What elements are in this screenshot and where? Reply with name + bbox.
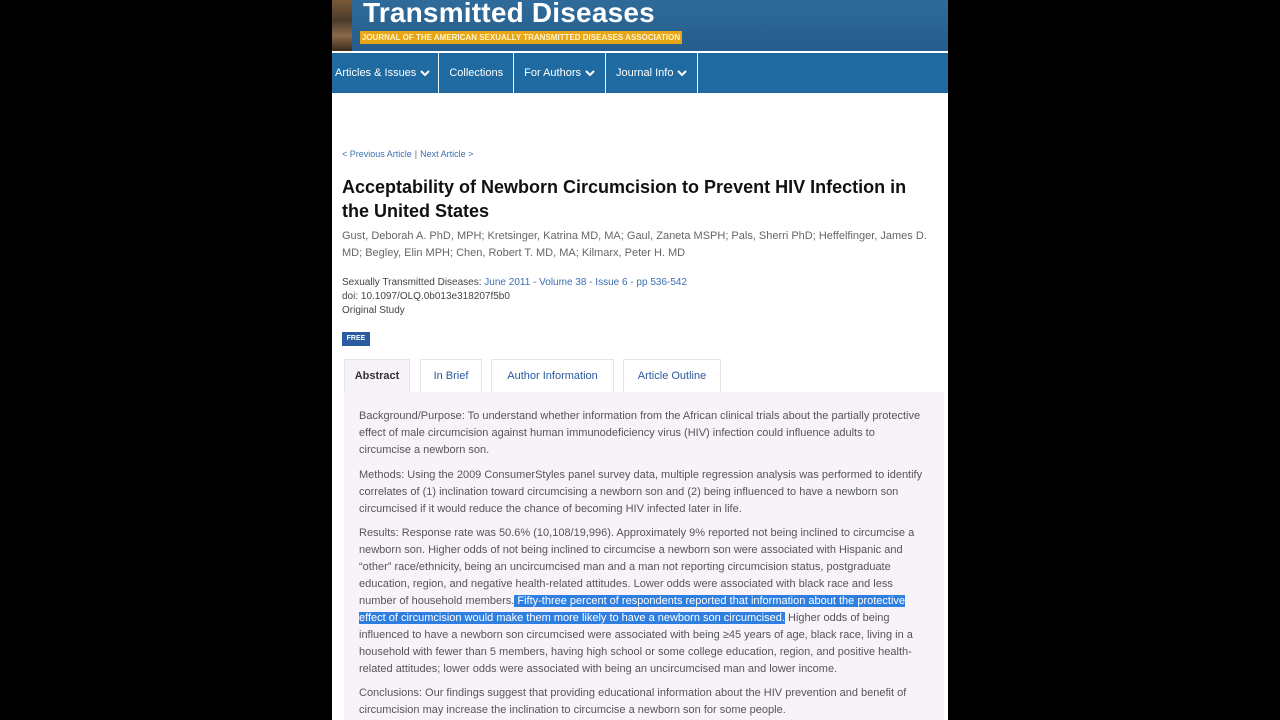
tab-abstract[interactable]: Abstract — [344, 359, 410, 393]
abstract-panel — [344, 392, 944, 720]
article-type: Original Study — [342, 305, 405, 316]
cover-thumbnail — [332, 0, 352, 51]
nav-articles-issues[interactable] — [332, 53, 439, 93]
nav-for-authors[interactable] — [514, 53, 606, 93]
pager-separator: | — [414, 149, 418, 159]
journal-title[interactable]: Transmitted Diseases — [363, 0, 655, 28]
article-meta — [342, 276, 687, 318]
previous-article-link[interactable]: < Previous Article — [342, 149, 412, 159]
journal-subtitle: JOURNAL OF THE AMERICAN SEXUALLY TRANSMITTED DISEASES ASSOCIATION — [361, 33, 681, 42]
issue-link[interactable]: June 2011 - Volume 38 - Issue 6 - pp 536-542 — [484, 277, 688, 288]
article-authors: Gust, Deborah A. PhD, MPH; Kretsinger, Katrina MD, MA; Gaul, Zaneta MSPH; Pals, Sherri PhD; Heffelfinger, James D. MD; Begley, Elin MPH; Chen, Robert T. MD, MA; Kilmarx, Peter H. MD — [342, 230, 927, 259]
abstract-results — [359, 525, 929, 678]
journal-name: Sexually Transmitted Diseases: — [342, 277, 482, 288]
selected-text[interactable]: Fifty-three percent of respondents reported that information about the protective effect of circumcision would make them more likely to have a newborn son circumcised. — [359, 595, 906, 624]
chevron-down-icon — [585, 68, 595, 78]
nav-label: Journal Info — [615, 67, 674, 79]
abstract-conclusions: Conclusions: Our findings suggest that providing educational information about the HIV prevention and benefit of circumcision may increase the inclination to circumcise a newborn son for some people. — [359, 687, 907, 716]
next-article-link[interactable]: Next Article > — [420, 149, 474, 159]
journal-page — [332, 0, 948, 720]
main-nav — [332, 53, 948, 93]
nav-journal-info[interactable] — [606, 53, 698, 93]
abstract-methods: Methods: Using the 2009 ConsumerStyles panel survey data, multiple regression analysis was performed to identify correlates of (1) inclination toward circumcising a newborn son and (2) being influenced to have a newborn son circumcised if it would reduce the chance of becoming HIV infected later in life. — [359, 469, 923, 515]
free-badge: FREE — [342, 332, 370, 346]
results-text: Results: Response rate was 50.6% (10,108/19,996). Approximately 9% reported not being inclined to circumcise a newborn son. Higher odds of not being inclined to circumcise a newborn son were associated with Hispanic and “other” race/ethnicity, being an uncircumcised man and a man not reporting circumcision status, postgraduate education, region, and negative health-related attitudes. Lower odds were associated with black race and less number of household members. — [359, 527, 915, 607]
nav-collections[interactable] — [439, 53, 514, 93]
journal-banner[interactable] — [332, 0, 948, 51]
doi: doi: 10.1097/OLQ.0b013e318207f5b0 — [342, 291, 510, 302]
tab-article-outline[interactable]: Article Outline — [623, 359, 721, 393]
tab-in-brief[interactable]: In Brief — [420, 359, 482, 393]
chevron-down-icon — [420, 68, 430, 78]
article-pager — [342, 149, 473, 159]
tab-author-information[interactable]: Author Information — [491, 359, 614, 393]
nav-label: Collections — [449, 67, 504, 79]
nav-label: Articles & Issues — [335, 67, 417, 79]
results-text-continued: Higher odds of being influenced to have a newborn son circumcised were associated with being ≥45 years of age, black race, living in a household with fewer than 5 members, having high school or some college education, region, and positive health-related attitudes; lower odds were associated with being an uncircumcised man and lower income. — [359, 612, 913, 675]
chevron-down-icon — [677, 68, 687, 78]
citation-line — [342, 276, 687, 290]
nav-label: For Authors — [524, 67, 581, 79]
article-title: Acceptability of Newborn Circumcision to Prevent HIV Infection in the United States — [342, 177, 907, 221]
abstract-background: Background/Purpose: To understand whether information from the African clinical trials about the partially protective effect of male circumcision against human immunodeficiency virus (HIV) infection could influence adults to circumcise a newborn son. — [359, 410, 921, 456]
